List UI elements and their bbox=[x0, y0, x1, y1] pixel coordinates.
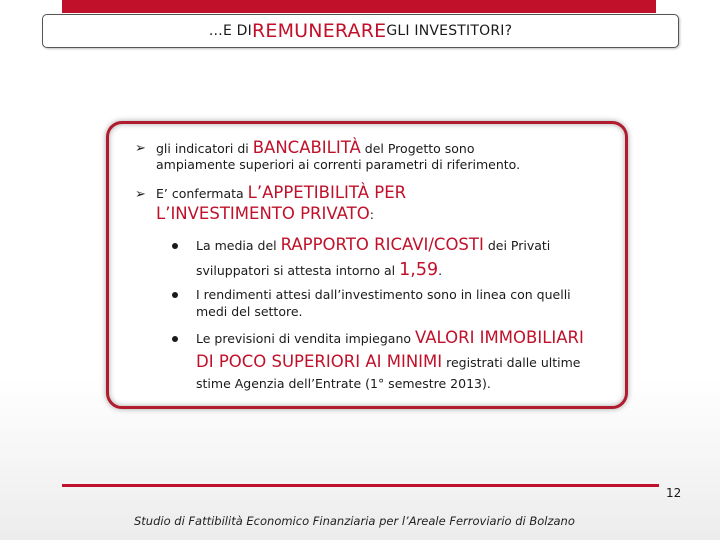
bullet-2-colon: : bbox=[369, 207, 374, 222]
subbullet-3-highlight: VALORI IMMOBILIARI bbox=[415, 328, 584, 347]
bullet-1-text-end: del Progetto sono bbox=[360, 141, 475, 156]
subbullet-1-line-1 bbox=[196, 237, 550, 254]
bullet-2-text: E’ confermata bbox=[156, 186, 248, 201]
footer-text: Studio di Fattibilità Economico Finanziaria per l’Areale Ferroviario di Bolzano bbox=[134, 514, 575, 528]
dot-bullet-icon bbox=[172, 336, 178, 342]
page-number: 12 bbox=[666, 486, 682, 500]
slide-title bbox=[42, 14, 679, 48]
bullet-1-line-2: ampiamente superiori ai correnti parametri di riferimento. bbox=[156, 157, 521, 172]
subbullet-3-line-3: stime Agenzia dell’Entrate (1° semestre 2013). bbox=[196, 376, 491, 391]
subbullet-3-text: Le previsioni di vendita impiegano bbox=[196, 331, 415, 346]
bullet-1-text: gli indicatori di bbox=[156, 141, 253, 156]
subbullet-1-text-2: sviluppatori si attesta intorno al bbox=[196, 263, 400, 278]
arrow-bullet-icon: ➢ bbox=[135, 187, 146, 202]
dot-bullet-icon bbox=[172, 292, 178, 298]
subbullet-2-line-1: I rendimenti attesi dall’investimento sono in linea con quelli bbox=[196, 287, 571, 302]
subbullet-1-text: La media del bbox=[196, 238, 281, 253]
top-accent-bar bbox=[62, 0, 656, 13]
ratio-value: 1,59 bbox=[399, 260, 439, 280]
subbullet-3-text-2: registrati dalle ultime bbox=[442, 355, 581, 370]
subbullet-3-line-1 bbox=[196, 330, 584, 347]
bullet-2-highlight: L’APPETIBILITÀ PER bbox=[247, 183, 407, 202]
title-suffix: GLI INVESTITORI? bbox=[386, 23, 513, 39]
subbullet-2-line-2: medi del settore. bbox=[196, 304, 303, 319]
bullet-1-highlight: BANCABILITÀ bbox=[252, 138, 361, 157]
subbullet-1-highlight: RAPPORTO RICAVI/COSTI bbox=[280, 235, 484, 254]
dot-bullet-icon bbox=[172, 243, 178, 249]
subbullet-1-line-2 bbox=[196, 262, 442, 279]
bullet-2-highlight-2: L’INVESTIMENTO PRIVATO bbox=[156, 204, 370, 223]
bullet-1-line-1 bbox=[156, 140, 474, 157]
title-highlight: REMUNERARE bbox=[251, 20, 387, 42]
subbullet-1-period: . bbox=[438, 263, 443, 278]
bullet-2-line-2 bbox=[156, 206, 374, 223]
subbullet-3-highlight-2: DI POCO SUPERIORI AI MINIMI bbox=[196, 352, 443, 371]
title-prefix: …E DI bbox=[208, 23, 252, 39]
subbullet-3-line-2 bbox=[196, 354, 580, 371]
footer-rule bbox=[62, 484, 659, 487]
bullet-2-line-1 bbox=[156, 185, 406, 202]
subbullet-1-text-end: dei Privati bbox=[483, 238, 551, 253]
arrow-bullet-icon: ➢ bbox=[135, 141, 146, 156]
